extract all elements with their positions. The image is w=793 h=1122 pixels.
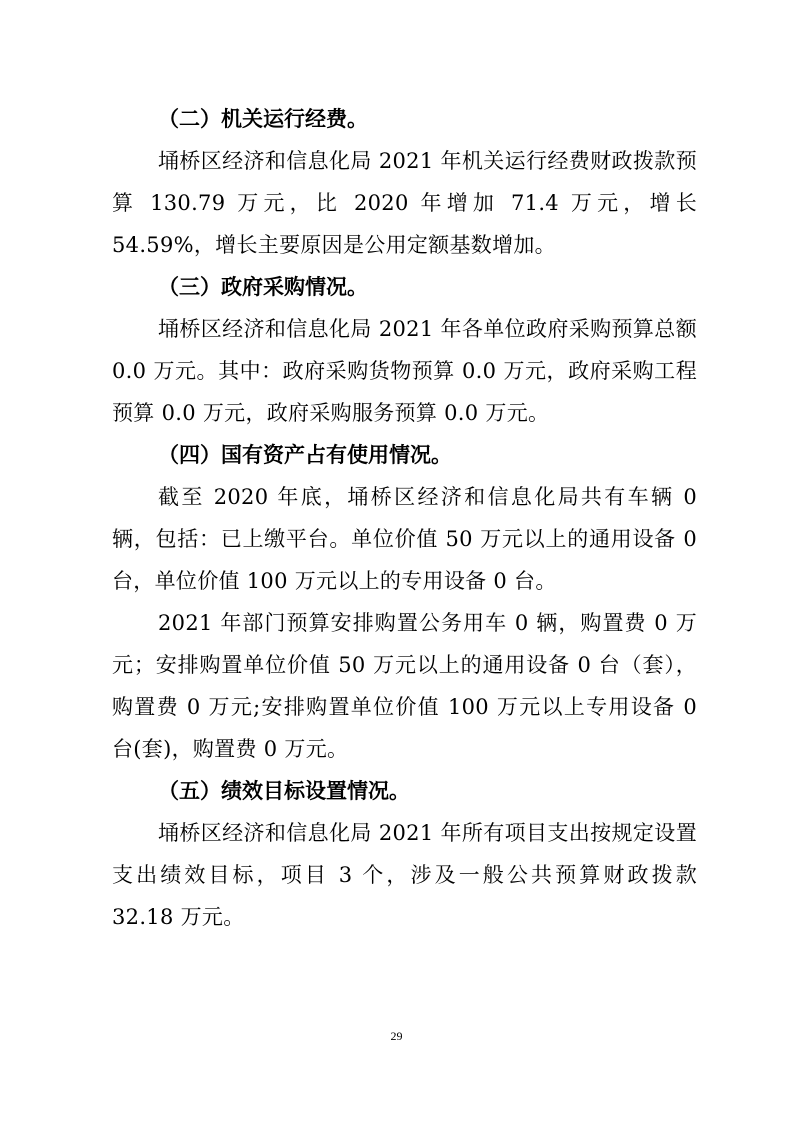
section-state-assets [112,434,697,770]
section-heading: （五）绩效目标设置情况。 [158,779,410,803]
section-paragraph: 2021 年部门预算安排购置公务用车 0 辆，购置费 0 万元；安排购置单位价值 50 万元以上的通用设备 0 台（套），购置费 0 万元;安排购置单位价值 100 万元以上专用设备 0 台(套)，购置费 0 万元。 [112,611,697,761]
section-paragraph: 埇桥区经济和信息化局 2021 年机关运行经费财政拨款预算 130.79 万元，比 2020 年增加 71.4 万元，增长 54.59%，增长主要原因是公用定额基数增加。 [112,149,697,257]
document-body [112,98,697,938]
page-number: 29 [390,1029,403,1043]
section-government-procurement [112,266,697,434]
section-paragraph: 埇桥区经济和信息化局 2021 年所有项目支出按规定设置支出绩效目标，项目 3 个，涉及一般公共预算财政拨款 32.18 万元。 [112,821,697,929]
section-heading: （四）国有资产占有使用情况。 [158,443,452,467]
section-performance-goals [112,770,697,938]
section-paragraph: 埇桥区经济和信息化局 2021 年各单位政府采购预算总额 0.0 万元。其中：政府采购货物预算 0.0 万元，政府采购工程预算 0.0 万元，政府采购服务预算 0.0 万元。 [112,317,697,425]
section-paragraph: 截至 2020 年底，埇桥区经济和信息化局共有车辆 0 辆，包括：已上缴平台。单位价值 50 万元以上的通用设备 0 台，单位价值 100 万元以上的专用设备 0 台。 [112,485,697,593]
section-operating-expenses [112,98,697,266]
section-heading: （二）机关运行经费。 [158,107,368,131]
section-heading: （三）政府采购情况。 [158,275,368,299]
